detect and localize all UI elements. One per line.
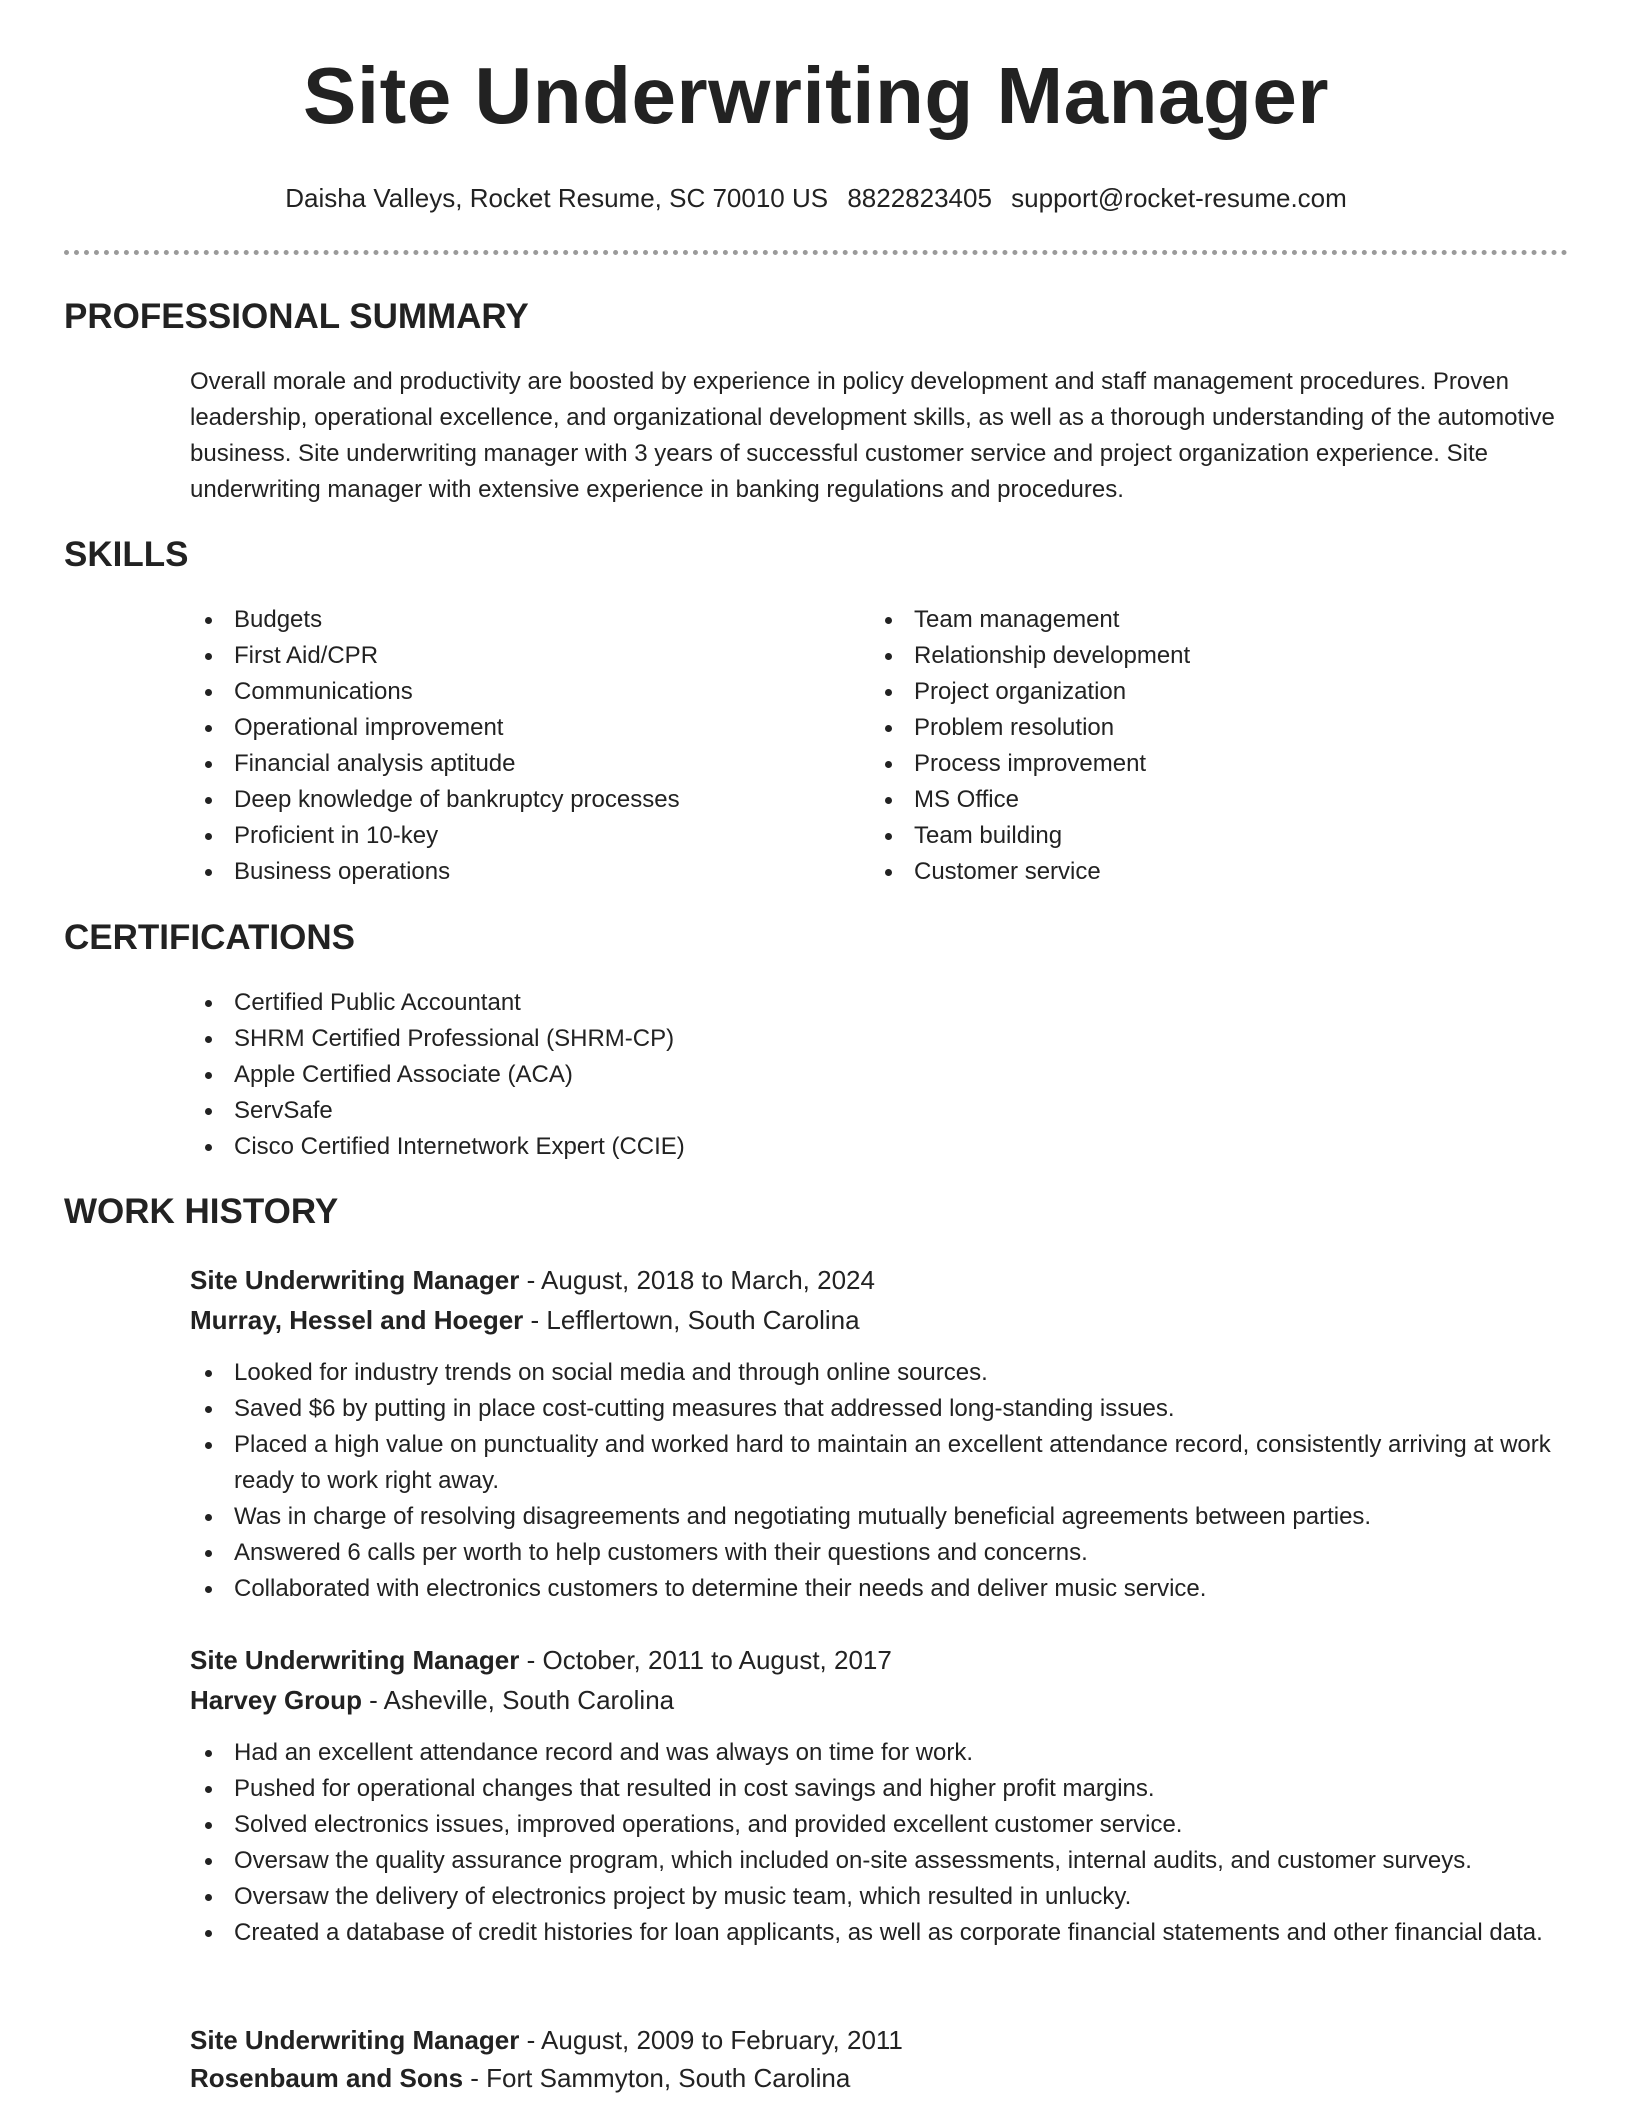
summary-heading: PROFESSIONAL SUMMARY [64, 297, 529, 336]
list-item: Apple Certified Associate (ACA) [190, 1057, 1568, 1093]
job-company-line [190, 1300, 1568, 1340]
skills-heading: SKILLS [64, 535, 189, 574]
skills-column-left [190, 602, 860, 890]
list-item: Customer service [870, 854, 1560, 890]
list-item: Budgets [190, 602, 860, 638]
list-item: Team management [870, 602, 1560, 638]
list-item: ServSafe [190, 1093, 1568, 1129]
certifications-heading: CERTIFICATIONS [64, 918, 356, 957]
resume-name-title: Site Underwriting Manager [303, 51, 1329, 140]
list-item: Financial analysis aptitude [190, 746, 860, 782]
job-dates: - August, 2009 to February, 2011 [519, 2025, 903, 2055]
job-duties-list [190, 1735, 1568, 1951]
job-title-line [190, 2020, 1568, 2060]
list-item: Business operations [190, 854, 860, 890]
list-item: Cisco Certified Internetwork Expert (CCIE) [190, 1129, 1568, 1165]
list-item: Operational improvement [190, 710, 860, 746]
contact-line [64, 182, 1568, 216]
list-item: Answered 6 calls per worth to help customers with their questions and concerns. [190, 1535, 1568, 1571]
list-item: Communications [190, 674, 860, 710]
list-item: Pushed for operational changes that resulted in cost savings and higher profit margins. [190, 1771, 1568, 1807]
job-role: Site Underwriting Manager [190, 1265, 520, 1295]
job-duties-list [190, 1355, 1568, 1607]
list-item: Solved electronics issues, improved operations, and provided excellent customer service. [190, 1807, 1568, 1843]
list-item: Created a database of credit histories for loan applicants, as well as corporate financial statements and other financial data. [190, 1915, 1568, 1951]
job-location: - Asheville, South Carolina [361, 1685, 675, 1715]
job-location: - Fort Sammyton, South Carolina [463, 2063, 851, 2093]
job-company-line [190, 2058, 1568, 2098]
job-company: Murray, Hessel and Hoeger [190, 1305, 524, 1335]
job-company-line [190, 1680, 1568, 1720]
list-item: Placed a high value on punctuality and worked hard to maintain an excellent attendance record, consistently arriving at work ready to work right away. [190, 1427, 1568, 1499]
list-item: Had an excellent attendance record and was always on time for work. [190, 1735, 1568, 1771]
header-divider [64, 250, 1568, 255]
contact-phone: 8822823405 [847, 183, 992, 213]
job-title-line [190, 1640, 1568, 1680]
list-item: SHRM Certified Professional (SHRM-CP) [190, 1021, 1568, 1057]
list-item: Saved $6 by putting in place cost-cutting measures that addressed long-standing issues. [190, 1391, 1568, 1427]
list-item: MS Office [870, 782, 1560, 818]
list-item: Certified Public Accountant [190, 985, 1568, 1021]
list-item: First Aid/CPR [190, 638, 860, 674]
list-item: Team building [870, 818, 1560, 854]
summary-text: Overall morale and productivity are boosted by experience in policy development and staff management procedures. Proven leadership, operational excellence, and organizational development skills, as well as a thorough understanding of the automotive business. Site underwriting manager with 3 years of successful customer service and project organization experience. Site underwriting manager with extensive experience in banking regulations and procedures. [190, 368, 1555, 503]
job-location: - Lefflertown, South Carolina [523, 1305, 860, 1335]
job-role: Site Underwriting Manager [190, 2025, 520, 2055]
contact-email: support@rocket-resume.com [1011, 183, 1347, 213]
work-history-heading: WORK HISTORY [64, 1192, 339, 1231]
list-item: Oversaw the quality assurance program, which included on-site assessments, internal audits, and customer surveys. [190, 1843, 1568, 1879]
job-dates: - October, 2011 to August, 2017 [519, 1645, 892, 1675]
list-item: Deep knowledge of bankruptcy processes [190, 782, 860, 818]
job-role: Site Underwriting Manager [190, 1645, 520, 1675]
list-item: Process improvement [870, 746, 1560, 782]
skills-column-right [870, 602, 1560, 890]
list-item: Collaborated with electronics customers to determine their needs and deliver music service. [190, 1571, 1568, 1607]
list-item: Oversaw the delivery of electronics project by music team, which resulted in unlucky. [190, 1879, 1568, 1915]
list-item: Problem resolution [870, 710, 1560, 746]
list-item: Proficient in 10-key [190, 818, 860, 854]
list-item: Was in charge of resolving disagreements and negotiating mutually beneficial agreements between parties. [190, 1499, 1568, 1535]
list-item: Looked for industry trends on social media and through online sources. [190, 1355, 1568, 1391]
contact-address: Daisha Valleys, Rocket Resume, SC 70010 US [285, 183, 829, 213]
list-item: Project organization [870, 674, 1560, 710]
certifications-list [190, 985, 1568, 1165]
job-dates: - August, 2018 to March, 2024 [519, 1265, 875, 1295]
job-title-line [190, 1260, 1568, 1300]
job-company: Harvey Group [190, 1685, 362, 1715]
job-company: Rosenbaum and Sons [190, 2063, 464, 2093]
list-item: Relationship development [870, 638, 1560, 674]
